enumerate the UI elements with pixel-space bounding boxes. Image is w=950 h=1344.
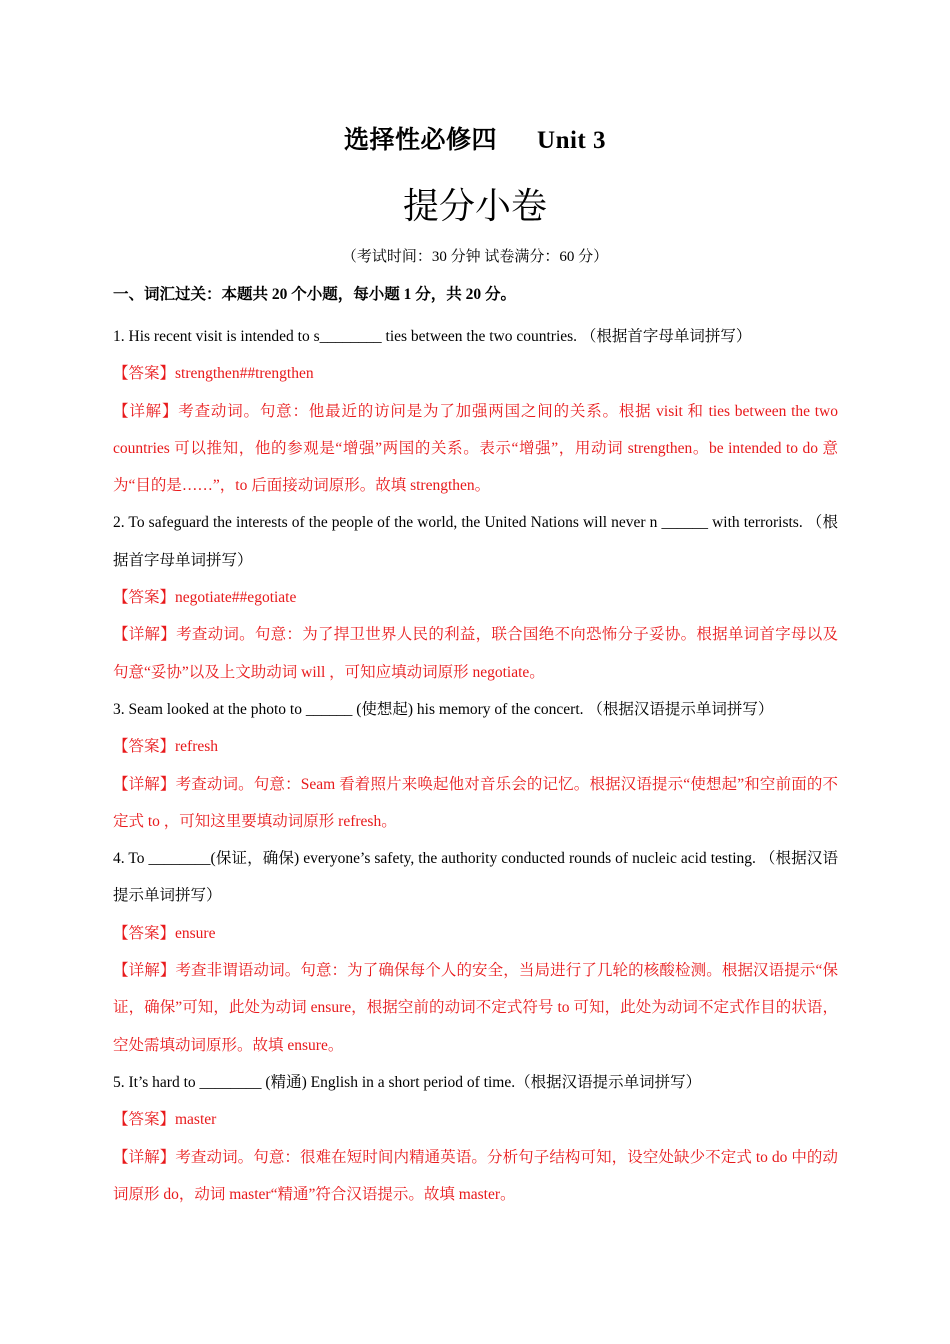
document-body [113, 281, 838, 1213]
question-block [113, 1064, 838, 1213]
question-text: 3. Seam looked at the photo to ______ (使想起) his memory of the concert. （根据汉语提示单词拼写） [113, 700, 774, 718]
title-chinese: 选择性必修四 [344, 127, 498, 154]
answer-text: 【答案】master [113, 1111, 217, 1129]
explanation-text: 【详解】考查动词。句意：Seam 看着照片来唤起他对音乐会的记忆。根据汉语提示“使想起”和空前面的不定式 to ，可知这里要填动词原形 refresh。 [113, 775, 838, 830]
explanation-text: 【详解】考查动词。句意：很难在短时间内精通英语。分析句子结构可知，设空处缺少不定式 to do 中的动词原形 do，动词 master“精通”符合汉语提示。故填 master。 [113, 1148, 838, 1203]
answer-text: 【答案】strengthen##trengthen [113, 365, 314, 383]
section-heading: 一、词汇过关：本题共 20 个小题，每小题 1 分，共 20 分。 [113, 286, 517, 303]
question-text: 2. To safeguard the interests of the people of the world, the United Nations will never n ______ with terrorists. （根据首字母单词拼写） [113, 514, 838, 569]
question-text: 5. It’s hard to ________ (精通) English in a short period of time.（根据汉语提示单词拼写） [113, 1073, 702, 1091]
question-block [113, 840, 838, 1064]
question-text: 1. His recent visit is intended to s________ ties between the two countries. （根据首字母单词拼写） [113, 328, 752, 345]
answer-text: 【答案】ensure [113, 924, 216, 942]
answer-text: 【答案】negotiate##egotiate [113, 589, 297, 607]
explanation-text: 【详解】考查动词。句意：为了捍卫世界人民的利益，联合国绝不向恐怖分子妥协。根据单词首字母以及句意“妥协”以及上文助动词 will ，可知应填动词原形 negotiate。 [113, 626, 838, 681]
question-block [113, 318, 838, 504]
page-subtitle: 提分小卷 [402, 186, 547, 227]
question-block [113, 504, 838, 690]
question-block [113, 691, 838, 840]
answer-text: 【答案】refresh [113, 738, 219, 756]
title-unit: Unit 3 [537, 127, 606, 154]
page-title [0, 120, 950, 156]
exam-info: （考试时间：30 分钟 试卷满分：60 分） [341, 249, 609, 265]
explanation-text: 【详解】考查非谓语动词。句意：为了确保每个人的安全，当局进行了几轮的核酸检测。根据汉语提示“保证，确保”可知，此处为动词 ensure，根据空前的动词不定式符号 to 可知，此处为动词不定式作目的状语，空处需填动词原形。故填 ensure。 [113, 962, 838, 1054]
question-text: 4. To ________(保证，确保) everyone’s safety, the authority conducted rounds of nucleic acid testing. （根据汉语提示单词拼写） [113, 850, 838, 905]
explanation-text: 【详解】考查动词。句意：他最近的访问是为了加强两国之间的关系。根据 visit 和 ties between the two countries 可以推知，他的参观是“增强”两国的关系。表示“增强”，用动词 strengthen。be intended to do 意为“目的是……”，to 后面接动词原形。故填 strengthen。 [113, 402, 838, 495]
